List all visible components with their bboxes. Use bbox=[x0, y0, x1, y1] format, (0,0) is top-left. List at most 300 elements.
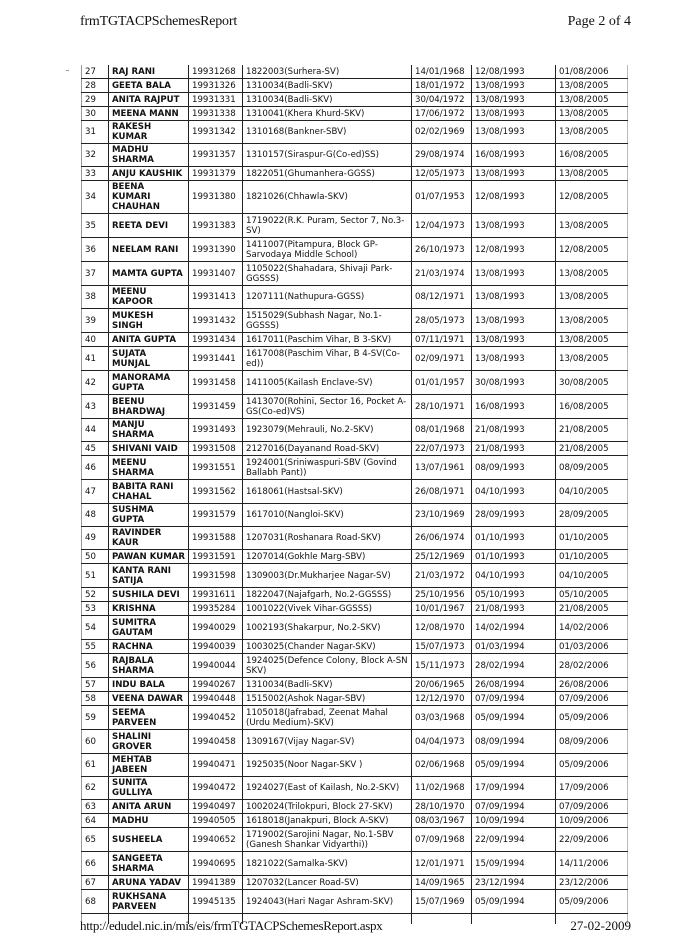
table-row bbox=[82, 640, 628, 654]
teacher-name-cell: BEENA KUMARI CHAUHAN bbox=[109, 181, 189, 214]
table-row bbox=[82, 588, 628, 602]
serial-number-cell: 55 bbox=[82, 640, 109, 654]
acp-date-cell: 13/08/2005 bbox=[556, 286, 628, 309]
employee-id-cell: 19931383 bbox=[189, 214, 243, 238]
table-row bbox=[82, 504, 628, 527]
table-row bbox=[82, 814, 628, 828]
serial-number-cell: 35 bbox=[82, 214, 109, 238]
employee-id-cell: 19940029 bbox=[189, 616, 243, 640]
serial-number-cell: 62 bbox=[82, 777, 109, 800]
acp-report-table bbox=[81, 65, 628, 924]
teacher-name-cell: MADHU bbox=[109, 814, 189, 828]
date-of-joining-cell: 04/10/1993 bbox=[472, 480, 556, 504]
date-of-joining-cell: 13/08/1993 bbox=[472, 309, 556, 333]
date-of-birth-cell: 12/05/1973 bbox=[412, 167, 472, 181]
teacher-name-cell: NEELAM RANI bbox=[109, 238, 189, 262]
table-row bbox=[82, 144, 628, 167]
date-of-birth-cell: 18/01/1972 bbox=[412, 79, 472, 93]
date-of-birth-cell: 07/11/1971 bbox=[412, 333, 472, 347]
date-of-birth-cell: 02/06/1968 bbox=[412, 754, 472, 777]
teacher-name-cell: MEENU KAPOOR bbox=[109, 286, 189, 309]
serial-number-cell: 40 bbox=[82, 333, 109, 347]
serial-number-cell: 27 bbox=[82, 65, 109, 79]
serial-number-cell: 30 bbox=[82, 107, 109, 121]
date-of-birth-cell: 20/06/1965 bbox=[412, 678, 472, 692]
table-row bbox=[82, 395, 628, 419]
acp-date-cell: 21/08/2005 bbox=[556, 419, 628, 442]
acp-date-cell: 13/08/2005 bbox=[556, 79, 628, 93]
empty-cell bbox=[412, 914, 472, 925]
serial-number-cell: 28 bbox=[82, 79, 109, 93]
date-of-joining-cell: 01/10/1993 bbox=[472, 550, 556, 564]
serial-number-cell: 59 bbox=[82, 706, 109, 730]
date-of-joining-cell: 16/08/1993 bbox=[472, 144, 556, 167]
employee-id-cell: 19931413 bbox=[189, 286, 243, 309]
teacher-name-cell: RAVINDER KAUR bbox=[109, 527, 189, 550]
employee-id-cell: 19931326 bbox=[189, 79, 243, 93]
school-cell: 1924043(Hari Nagar Ashram-SKV) bbox=[243, 890, 412, 914]
date-of-joining-cell: 21/08/1993 bbox=[472, 442, 556, 456]
teacher-name-cell: SUSHILA DEVI bbox=[109, 588, 189, 602]
school-cell: 1207031(Roshanara Road-SKV) bbox=[243, 527, 412, 550]
serial-number-cell: 57 bbox=[82, 678, 109, 692]
acp-date-cell: 28/02/2006 bbox=[556, 654, 628, 678]
table-row bbox=[82, 214, 628, 238]
employee-id-cell: 19935284 bbox=[189, 602, 243, 616]
school-cell: 1617008(Paschim Vihar, B 4-SV(Co-ed)) bbox=[243, 347, 412, 371]
table-row bbox=[82, 678, 628, 692]
school-cell: 1002193(Shakarpur, No.2-SKV) bbox=[243, 616, 412, 640]
school-cell: 1924025(Defence Colony, Block A-SN SKV) bbox=[243, 654, 412, 678]
acp-date-cell: 23/12/2006 bbox=[556, 876, 628, 890]
table-row bbox=[82, 238, 628, 262]
date-of-joining-cell: 15/09/1994 bbox=[472, 852, 556, 876]
school-cell: 1923079(Mehrauli, No.2-SKV) bbox=[243, 419, 412, 442]
teacher-name-cell: RAJBALA SHARMA bbox=[109, 654, 189, 678]
school-cell: 1515002(Ashok Nagar-SBV) bbox=[243, 692, 412, 706]
date-of-joining-cell: 10/09/1994 bbox=[472, 814, 556, 828]
school-cell: 1310041(Khera Khurd-SKV) bbox=[243, 107, 412, 121]
date-of-birth-cell: 12/04/1973 bbox=[412, 214, 472, 238]
school-cell: 1618018(Janakpuri, Block A-SKV) bbox=[243, 814, 412, 828]
date-of-joining-cell: 30/08/1993 bbox=[472, 371, 556, 395]
table-row bbox=[82, 564, 628, 588]
school-cell: 1618061(Hastsal-SKV) bbox=[243, 480, 412, 504]
teacher-name-cell: SHIVANI VAID bbox=[109, 442, 189, 456]
employee-id-cell: 19931591 bbox=[189, 550, 243, 564]
serial-number-cell: 51 bbox=[82, 564, 109, 588]
school-cell: 1924001(Sriniwaspuri-SBV (Govind Ballabh Pant)) bbox=[243, 456, 412, 480]
teacher-name-cell: MEHTAB JABEEN bbox=[109, 754, 189, 777]
date-of-birth-cell: 08/03/1967 bbox=[412, 814, 472, 828]
school-cell: 1411007(Pitampura, Block GP-Sarvodaya Middle School) bbox=[243, 238, 412, 262]
serial-number-cell: 65 bbox=[82, 828, 109, 852]
school-cell: 1309167(Vijay Nagar-SV) bbox=[243, 730, 412, 754]
print-date: 27-02-2009 bbox=[570, 918, 631, 933]
serial-number-cell: 39 bbox=[82, 309, 109, 333]
school-cell: 1925035(Noor Nagar-SKV ) bbox=[243, 754, 412, 777]
acp-date-cell: 30/08/2005 bbox=[556, 371, 628, 395]
employee-id-cell: 19931588 bbox=[189, 527, 243, 550]
date-of-birth-cell: 01/01/1957 bbox=[412, 371, 472, 395]
acp-date-cell: 05/10/2005 bbox=[556, 588, 628, 602]
date-of-birth-cell: 14/09/1965 bbox=[412, 876, 472, 890]
date-of-joining-cell: 12/08/1993 bbox=[472, 238, 556, 262]
date-of-birth-cell: 11/02/1968 bbox=[412, 777, 472, 800]
acp-date-cell: 22/09/2006 bbox=[556, 828, 628, 852]
employee-id-cell: 19940458 bbox=[189, 730, 243, 754]
date-of-joining-cell: 13/08/1993 bbox=[472, 214, 556, 238]
date-of-birth-cell: 29/08/1974 bbox=[412, 144, 472, 167]
acp-date-cell: 01/10/2005 bbox=[556, 550, 628, 564]
serial-number-cell: 66 bbox=[82, 852, 109, 876]
teacher-name-cell: MADHU SHARMA bbox=[109, 144, 189, 167]
empty-cell bbox=[472, 914, 556, 925]
employee-id-cell: 19940448 bbox=[189, 692, 243, 706]
employee-id-cell: 19941389 bbox=[189, 876, 243, 890]
date-of-birth-cell: 10/01/1967 bbox=[412, 602, 472, 616]
teacher-name-cell: SANGEETA SHARMA bbox=[109, 852, 189, 876]
date-of-joining-cell: 01/03/1994 bbox=[472, 640, 556, 654]
school-cell: 1105018(Jafrabad, Zeenat Mahal (Urdu Medium)-SKV) bbox=[243, 706, 412, 730]
serial-number-cell: 49 bbox=[82, 527, 109, 550]
date-of-birth-cell: 08/01/1968 bbox=[412, 419, 472, 442]
teacher-name-cell: SUJATA MUNJAL bbox=[109, 347, 189, 371]
date-of-birth-cell: 14/01/1968 bbox=[412, 65, 472, 79]
date-of-birth-cell: 13/07/1961 bbox=[412, 456, 472, 480]
employee-id-cell: 19931459 bbox=[189, 395, 243, 419]
school-cell: 1207032(Lancer Road-SV) bbox=[243, 876, 412, 890]
serial-number-cell: 34 bbox=[82, 181, 109, 214]
table-row bbox=[82, 371, 628, 395]
date-of-joining-cell: 23/12/1994 bbox=[472, 876, 556, 890]
teacher-name-cell: MAMTA GUPTA bbox=[109, 262, 189, 286]
date-of-joining-cell: 28/09/1993 bbox=[472, 504, 556, 527]
employee-id-cell: 19931380 bbox=[189, 181, 243, 214]
date-of-birth-cell: 23/10/1969 bbox=[412, 504, 472, 527]
table-row bbox=[82, 852, 628, 876]
teacher-name-cell: MEENA MANN bbox=[109, 107, 189, 121]
school-cell: 1821026(Chhawla-SKV) bbox=[243, 181, 412, 214]
school-cell: 1310034(Badli-SKV) bbox=[243, 93, 412, 107]
date-of-birth-cell: 01/07/1953 bbox=[412, 181, 472, 214]
employee-id-cell: 19931508 bbox=[189, 442, 243, 456]
date-of-birth-cell: 02/09/1971 bbox=[412, 347, 472, 371]
table-row bbox=[82, 602, 628, 616]
school-cell: 1002024(Trilokpuri, Block 27-SKV) bbox=[243, 800, 412, 814]
date-of-joining-cell: 13/08/1993 bbox=[472, 93, 556, 107]
date-of-joining-cell: 07/09/1994 bbox=[472, 692, 556, 706]
table-row bbox=[82, 181, 628, 214]
table-row bbox=[82, 730, 628, 754]
date-of-birth-cell: 12/01/1971 bbox=[412, 852, 472, 876]
acp-date-cell: 05/09/2006 bbox=[556, 890, 628, 914]
serial-number-cell: 31 bbox=[82, 121, 109, 144]
date-of-joining-cell: 13/08/1993 bbox=[472, 347, 556, 371]
table-row bbox=[82, 692, 628, 706]
acp-date-cell: 13/08/2005 bbox=[556, 333, 628, 347]
employee-id-cell: 19931458 bbox=[189, 371, 243, 395]
serial-number-cell: 37 bbox=[82, 262, 109, 286]
teacher-name-cell: SHALINI GROVER bbox=[109, 730, 189, 754]
teacher-name-cell: KRISHNA bbox=[109, 602, 189, 616]
date-of-birth-cell: 30/04/1972 bbox=[412, 93, 472, 107]
acp-date-cell: 16/08/2005 bbox=[556, 395, 628, 419]
acp-date-cell: 13/08/2005 bbox=[556, 107, 628, 121]
date-of-joining-cell: 13/08/1993 bbox=[472, 333, 556, 347]
employee-id-cell: 19931434 bbox=[189, 333, 243, 347]
teacher-name-cell: KANTA RANI SATIJA bbox=[109, 564, 189, 588]
employee-id-cell: 19940505 bbox=[189, 814, 243, 828]
school-cell: 1822047(Najafgarh, No.2-GGSSS) bbox=[243, 588, 412, 602]
table-row bbox=[82, 286, 628, 309]
school-cell: 1822003(Surhera-SV) bbox=[243, 65, 412, 79]
date-of-birth-cell: 15/07/1969 bbox=[412, 890, 472, 914]
acp-date-cell: 05/09/2006 bbox=[556, 706, 628, 730]
serial-number-cell: 33 bbox=[82, 167, 109, 181]
school-cell: 1821022(Samalka-SKV) bbox=[243, 852, 412, 876]
teacher-name-cell: ANITA ARUN bbox=[109, 800, 189, 814]
school-cell: 1617011(Paschim Vihar, B 3-SKV) bbox=[243, 333, 412, 347]
acp-date-cell: 16/08/2005 bbox=[556, 144, 628, 167]
date-of-birth-cell: 26/08/1971 bbox=[412, 480, 472, 504]
teacher-name-cell: MEENU SHARMA bbox=[109, 456, 189, 480]
date-of-birth-cell: 12/12/1970 bbox=[412, 692, 472, 706]
date-of-birth-cell: 03/03/1968 bbox=[412, 706, 472, 730]
acp-date-cell: 12/08/2005 bbox=[556, 238, 628, 262]
table-row bbox=[82, 65, 628, 79]
school-cell: 1003025(Chander Nagar-SKV) bbox=[243, 640, 412, 654]
table-row bbox=[82, 333, 628, 347]
page-url: http://edudel.nic.in/mis/eis/frmTGTACPSchemesReport.aspx bbox=[80, 918, 383, 933]
table-row bbox=[82, 550, 628, 564]
date-of-birth-cell: 08/12/1971 bbox=[412, 286, 472, 309]
date-of-birth-cell: 28/10/1971 bbox=[412, 395, 472, 419]
school-cell: 1310034(Badli-SKV) bbox=[243, 678, 412, 692]
date-of-joining-cell: 01/10/1993 bbox=[472, 527, 556, 550]
teacher-name-cell: GEETA BALA bbox=[109, 79, 189, 93]
date-of-joining-cell: 21/08/1993 bbox=[472, 419, 556, 442]
teacher-name-cell: MUKESH SINGH bbox=[109, 309, 189, 333]
table-row bbox=[82, 121, 628, 144]
acp-date-cell: 14/02/2006 bbox=[556, 616, 628, 640]
employee-id-cell: 19940039 bbox=[189, 640, 243, 654]
acp-date-cell: 28/09/2005 bbox=[556, 504, 628, 527]
school-cell: 1515029(Subhash Nagar, No.1-GGSSS) bbox=[243, 309, 412, 333]
teacher-name-cell: ANITA GUPTA bbox=[109, 333, 189, 347]
serial-number-cell: 67 bbox=[82, 876, 109, 890]
teacher-name-cell: VEENA DAWAR bbox=[109, 692, 189, 706]
teacher-name-cell: RACHNA bbox=[109, 640, 189, 654]
table-row bbox=[82, 800, 628, 814]
table-row bbox=[82, 456, 628, 480]
employee-id-cell: 19931493 bbox=[189, 419, 243, 442]
table-row bbox=[82, 419, 628, 442]
acp-date-cell: 07/09/2006 bbox=[556, 800, 628, 814]
acp-date-cell: 13/08/2005 bbox=[556, 262, 628, 286]
serial-number-cell: 29 bbox=[82, 93, 109, 107]
school-cell: 1924027(East of Kailash, No.2-SKV) bbox=[243, 777, 412, 800]
acp-date-cell: 14/11/2006 bbox=[556, 852, 628, 876]
employee-id-cell: 19940267 bbox=[189, 678, 243, 692]
serial-number-cell: 36 bbox=[82, 238, 109, 262]
acp-date-cell: 13/08/2005 bbox=[556, 121, 628, 144]
serial-number-cell: 58 bbox=[82, 692, 109, 706]
date-of-birth-cell: 12/08/1970 bbox=[412, 616, 472, 640]
teacher-name-cell: SUNITA GULLIYA bbox=[109, 777, 189, 800]
date-of-joining-cell: 26/08/1994 bbox=[472, 678, 556, 692]
date-of-birth-cell: 02/02/1969 bbox=[412, 121, 472, 144]
school-cell: 1001022(Vivek Vihar-GGSSS) bbox=[243, 602, 412, 616]
school-cell: 1310157(Siraspur-G(Co-ed)SS) bbox=[243, 144, 412, 167]
employee-id-cell: 19931432 bbox=[189, 309, 243, 333]
table-row bbox=[82, 309, 628, 333]
employee-id-cell: 19940472 bbox=[189, 777, 243, 800]
date-of-birth-cell: 21/03/1974 bbox=[412, 262, 472, 286]
table-row bbox=[82, 754, 628, 777]
serial-number-cell: 64 bbox=[82, 814, 109, 828]
serial-number-cell: 41 bbox=[82, 347, 109, 371]
acp-date-cell: 26/08/2006 bbox=[556, 678, 628, 692]
acp-date-cell: 12/08/2005 bbox=[556, 181, 628, 214]
teacher-name-cell: SUSHMA GUPTA bbox=[109, 504, 189, 527]
teacher-name-cell: REETA DEVI bbox=[109, 214, 189, 238]
school-cell: 1309003(Dr.Mukharjee Nagar-SV) bbox=[243, 564, 412, 588]
acp-date-cell: 07/09/2006 bbox=[556, 692, 628, 706]
acp-date-cell: 08/09/2006 bbox=[556, 730, 628, 754]
teacher-name-cell: SUSHEELA bbox=[109, 828, 189, 852]
employee-id-cell: 19945135 bbox=[189, 890, 243, 914]
acp-date-cell: 13/08/2005 bbox=[556, 93, 628, 107]
teacher-name-cell: RAKESH KUMAR bbox=[109, 121, 189, 144]
school-cell: 1207014(Gokhle Marg-SBV) bbox=[243, 550, 412, 564]
employee-id-cell: 19931407 bbox=[189, 262, 243, 286]
school-cell: 1207111(Nathupura-GGSS) bbox=[243, 286, 412, 309]
date-of-birth-cell: 15/07/1973 bbox=[412, 640, 472, 654]
employee-id-cell: 19931338 bbox=[189, 107, 243, 121]
date-of-joining-cell: 08/09/1993 bbox=[472, 456, 556, 480]
date-of-joining-cell: 05/09/1994 bbox=[472, 890, 556, 914]
teacher-name-cell: ANJU KAUSHIK bbox=[109, 167, 189, 181]
date-of-joining-cell: 13/08/1993 bbox=[472, 262, 556, 286]
serial-number-cell: 46 bbox=[82, 456, 109, 480]
employee-id-cell: 19931357 bbox=[189, 144, 243, 167]
date-of-birth-cell: 15/11/1973 bbox=[412, 654, 472, 678]
acp-date-cell: 04/10/2005 bbox=[556, 564, 628, 588]
table-row bbox=[82, 79, 628, 93]
serial-number-cell: 44 bbox=[82, 419, 109, 442]
employee-id-cell: 19931268 bbox=[189, 65, 243, 79]
serial-number-cell: 60 bbox=[82, 730, 109, 754]
date-of-birth-cell: 28/10/1970 bbox=[412, 800, 472, 814]
date-of-joining-cell: 28/02/1994 bbox=[472, 654, 556, 678]
date-of-joining-cell: 16/08/1993 bbox=[472, 395, 556, 419]
serial-number-cell: 48 bbox=[82, 504, 109, 527]
employee-id-cell: 19931342 bbox=[189, 121, 243, 144]
acp-date-cell: 13/08/2005 bbox=[556, 309, 628, 333]
table-row bbox=[82, 828, 628, 852]
employee-id-cell: 19931598 bbox=[189, 564, 243, 588]
date-of-birth-cell: 25/12/1969 bbox=[412, 550, 472, 564]
margin-mark bbox=[66, 70, 69, 71]
teacher-name-cell: SUMITRA GAUTAM bbox=[109, 616, 189, 640]
table-row bbox=[82, 480, 628, 504]
employee-id-cell: 19940452 bbox=[189, 706, 243, 730]
date-of-joining-cell: 08/09/1994 bbox=[472, 730, 556, 754]
serial-number-cell: 43 bbox=[82, 395, 109, 419]
teacher-name-cell: BABITA RANI CHAHAL bbox=[109, 480, 189, 504]
date-of-joining-cell: 17/09/1994 bbox=[472, 777, 556, 800]
serial-number-cell: 32 bbox=[82, 144, 109, 167]
employee-id-cell: 19931390 bbox=[189, 238, 243, 262]
school-cell: 1411005(Kailash Enclave-SV) bbox=[243, 371, 412, 395]
teacher-name-cell: PAWAN KUMAR bbox=[109, 550, 189, 564]
employee-id-cell: 19931331 bbox=[189, 93, 243, 107]
table-row bbox=[82, 93, 628, 107]
teacher-name-cell: BEENU BHARDWAJ bbox=[109, 395, 189, 419]
school-cell: 1310168(Bankner-SBV) bbox=[243, 121, 412, 144]
employee-id-cell: 19931611 bbox=[189, 588, 243, 602]
serial-number-cell: 45 bbox=[82, 442, 109, 456]
employee-id-cell: 19940471 bbox=[189, 754, 243, 777]
date-of-birth-cell: 07/09/1968 bbox=[412, 828, 472, 852]
employee-id-cell: 19940497 bbox=[189, 800, 243, 814]
employee-id-cell: 19931579 bbox=[189, 504, 243, 527]
date-of-birth-cell: 17/06/1972 bbox=[412, 107, 472, 121]
date-of-birth-cell: 04/04/1973 bbox=[412, 730, 472, 754]
teacher-name-cell: RUKHSANA PARVEEN bbox=[109, 890, 189, 914]
date-of-joining-cell: 12/08/1993 bbox=[472, 65, 556, 79]
date-of-joining-cell: 05/09/1994 bbox=[472, 754, 556, 777]
acp-date-cell: 04/10/2005 bbox=[556, 480, 628, 504]
date-of-joining-cell: 13/08/1993 bbox=[472, 121, 556, 144]
table-body bbox=[82, 65, 628, 924]
table-row bbox=[82, 107, 628, 121]
table-row bbox=[82, 442, 628, 456]
date-of-birth-cell: 25/10/1956 bbox=[412, 588, 472, 602]
employee-id-cell: 19931441 bbox=[189, 347, 243, 371]
serial-number-cell: 63 bbox=[82, 800, 109, 814]
acp-date-cell: 01/03/2006 bbox=[556, 640, 628, 654]
table-row bbox=[82, 777, 628, 800]
acp-date-cell: 08/09/2005 bbox=[556, 456, 628, 480]
serial-number-cell: 68 bbox=[82, 890, 109, 914]
employee-id-cell: 19940652 bbox=[189, 828, 243, 852]
date-of-joining-cell: 22/09/1994 bbox=[472, 828, 556, 852]
teacher-name-cell: RAJ RANI bbox=[109, 65, 189, 79]
serial-number-cell: 54 bbox=[82, 616, 109, 640]
date-of-joining-cell: 13/08/1993 bbox=[472, 79, 556, 93]
acp-date-cell: 01/08/2006 bbox=[556, 65, 628, 79]
serial-number-cell: 53 bbox=[82, 602, 109, 616]
acp-date-cell: 13/08/2005 bbox=[556, 214, 628, 238]
date-of-joining-cell: 13/08/1993 bbox=[472, 107, 556, 121]
date-of-joining-cell: 05/10/1993 bbox=[472, 588, 556, 602]
date-of-joining-cell: 13/08/1993 bbox=[472, 167, 556, 181]
date-of-birth-cell: 26/06/1974 bbox=[412, 527, 472, 550]
school-cell: 2127016(Dayanand Road-SKV) bbox=[243, 442, 412, 456]
date-of-joining-cell: 12/08/1993 bbox=[472, 181, 556, 214]
table-row bbox=[82, 654, 628, 678]
serial-number-cell: 38 bbox=[82, 286, 109, 309]
table-row bbox=[82, 706, 628, 730]
teacher-name-cell: MANJU SHARMA bbox=[109, 419, 189, 442]
serial-number-cell: 52 bbox=[82, 588, 109, 602]
date-of-joining-cell: 14/02/1994 bbox=[472, 616, 556, 640]
date-of-joining-cell: 04/10/1993 bbox=[472, 564, 556, 588]
date-of-joining-cell: 07/09/1994 bbox=[472, 800, 556, 814]
page-indicator: Page 2 of 4 bbox=[567, 14, 631, 29]
